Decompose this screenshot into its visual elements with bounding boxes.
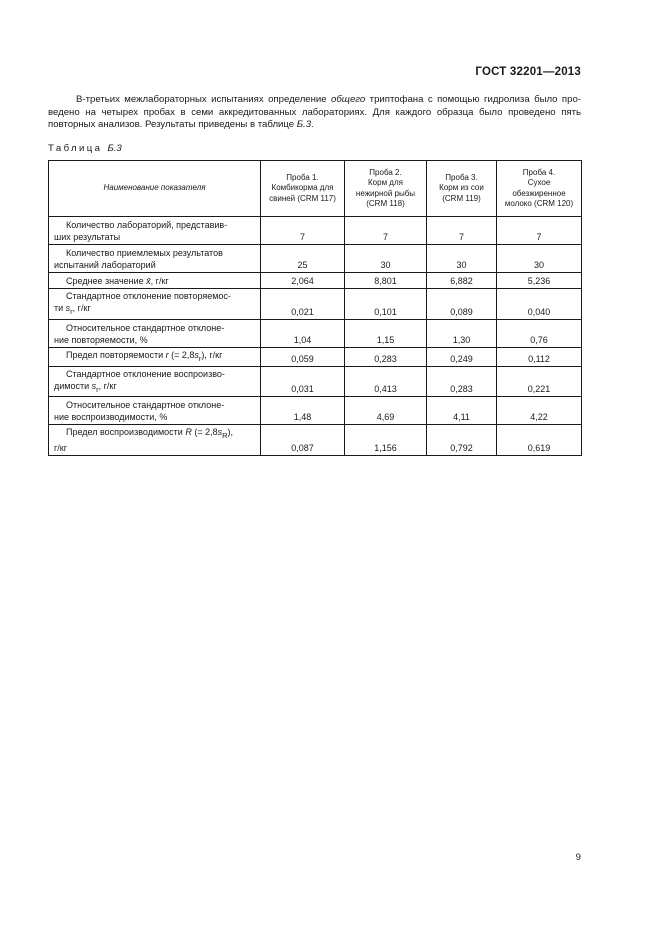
cell-value: 30 — [497, 245, 582, 273]
row-label-text: димости — [54, 380, 92, 391]
cell-value: 0,112 — [497, 347, 582, 366]
subscript-r: r — [96, 384, 99, 394]
row-label — [49, 273, 261, 289]
table-row — [49, 217, 582, 245]
row-label-text: (= 2,8 — [168, 349, 195, 360]
cell-value: 0,249 — [427, 347, 497, 366]
cell-value: 1,156 — [345, 425, 427, 456]
intro-italic-word: общего — [331, 94, 366, 105]
row-label-text: Предел воспроизводимости — [66, 427, 186, 438]
cell-value: 0,619 — [497, 425, 582, 456]
symbol-s: s — [217, 427, 223, 438]
header-line: Проба 2. — [369, 167, 402, 177]
table-row — [49, 366, 582, 397]
subscript-r: r — [198, 353, 202, 363]
symbol-R: R — [185, 427, 192, 438]
table-caption — [48, 143, 122, 154]
header-sample-4 — [497, 161, 582, 217]
cell-value: 0,283 — [345, 347, 427, 366]
subscript-R: R — [222, 431, 228, 441]
symbol-s: s — [91, 380, 97, 391]
page-number: 9 — [575, 852, 581, 863]
cell-value: 0,413 — [345, 366, 427, 397]
cell-value: 1,04 — [261, 319, 345, 347]
symbol-s: s — [65, 303, 71, 313]
row-label-text: ти — [54, 303, 66, 313]
header-sample-1 — [261, 161, 345, 217]
cell-value: 7 — [345, 217, 427, 245]
table-caption-id: Б.3 — [107, 143, 122, 154]
row-label-text: , г/кг — [150, 276, 169, 286]
row-label — [49, 289, 261, 320]
header-line: Проба 4. — [522, 167, 556, 177]
row-label-text: , г/кг — [72, 303, 91, 313]
row-label-line: Количество лабораторий, представив- — [66, 220, 228, 230]
cell-value: 4,69 — [345, 397, 427, 425]
cell-value: 7 — [261, 217, 345, 245]
header-line: (CRM 118) — [366, 199, 405, 208]
row-label-line: испытаний лабораторий — [54, 260, 156, 270]
header-line: нежирной рыбы — [355, 188, 416, 198]
row-label — [49, 425, 261, 456]
cell-value: 0,087 — [261, 425, 345, 456]
cell-value: 7 — [497, 217, 582, 245]
row-label-line: ших результаты — [54, 232, 121, 242]
symbol-s: s — [194, 349, 199, 360]
header-line: обезжиренное — [512, 188, 566, 198]
cell-value: 0,021 — [261, 289, 345, 320]
cell-value: 0,101 — [345, 289, 427, 320]
intro-paragraph — [48, 94, 581, 132]
row-label — [49, 347, 261, 366]
row-label-text: , г/кг — [98, 380, 117, 391]
table-row — [49, 273, 582, 289]
row-label — [49, 217, 261, 245]
row-label-line: Стандартное отклонение повторяемос- — [66, 291, 231, 301]
table-row — [49, 347, 582, 366]
cell-value: 0,031 — [261, 366, 345, 397]
cell-value: 4,11 — [427, 397, 497, 425]
header-line: Сухое — [527, 178, 551, 187]
cell-value: 1,48 — [261, 397, 345, 425]
mean-symbol: x̄ — [146, 276, 151, 286]
cell-value: 2,064 — [261, 273, 345, 289]
cell-value: 0,792 — [427, 425, 497, 456]
results-table — [48, 160, 582, 456]
row-label-line: Относительное стандартное отклоне- — [66, 322, 225, 333]
cell-value: 0,283 — [427, 366, 497, 397]
row-label — [49, 397, 261, 425]
row-label-line: ние воспроизводимости, % — [54, 412, 168, 423]
row-label-text: ), — [227, 427, 234, 438]
cell-value: 8,801 — [345, 273, 427, 289]
header-indicator-name: Наименование показателя — [49, 161, 261, 217]
cell-value: 1,15 — [345, 319, 427, 347]
intro-table-ref: Б.3 — [296, 119, 312, 131]
row-label-text: Среднее значение — [66, 276, 147, 286]
cell-value: 5,236 — [497, 273, 582, 289]
row-label-text: ), г/кг — [201, 349, 223, 360]
row-label — [49, 366, 261, 397]
header-line: Корм для — [368, 178, 403, 187]
header-line: Комбикорма для — [271, 183, 334, 193]
row-label-line: ние повторяемости, % — [54, 334, 148, 345]
row-label-line: Стандартное отклонение воспроизво- — [66, 368, 225, 379]
row-label-text: (= 2,8 — [191, 427, 218, 438]
header-line: Проба 1. — [286, 172, 319, 182]
table-header-row — [49, 161, 582, 217]
header-sample-3 — [427, 161, 497, 217]
row-label-line: г/кг — [54, 443, 68, 454]
cell-value: 30 — [427, 245, 497, 273]
header-line: Проба 3. — [445, 172, 478, 182]
cell-value: 4,22 — [497, 397, 582, 425]
cell-value: 1,30 — [427, 319, 497, 347]
symbol-r: r — [165, 349, 169, 360]
table-row — [49, 425, 582, 456]
table-row — [49, 397, 582, 425]
intro-text-3: . — [311, 119, 314, 131]
cell-value: 7 — [427, 217, 497, 245]
cell-value: 25 — [261, 245, 345, 273]
row-label — [49, 245, 261, 273]
table-caption-prefix: Таблица — [48, 143, 108, 154]
subscript-r: r — [70, 306, 73, 316]
header-line: (CRM 119) — [442, 193, 481, 203]
table-row — [49, 289, 582, 320]
cell-value: 0,221 — [497, 366, 582, 397]
table-row — [49, 245, 582, 273]
header-line: Корм из сои — [439, 183, 484, 193]
row-label-line: Количество приемлемых результатов — [66, 248, 223, 258]
row-label-line: Относительное стандартное отклоне- — [66, 400, 225, 411]
standard-number: ГОСТ 32201—2013 — [475, 66, 581, 78]
header-line: молоко (CRM 120) — [504, 199, 574, 208]
table-row — [49, 319, 582, 347]
header-sample-2 — [345, 161, 427, 217]
header-line: свиней (CRM 117) — [269, 193, 336, 203]
cell-value: 0,76 — [497, 319, 582, 347]
cell-value: 6,882 — [427, 273, 497, 289]
row-label-text: Предел повторяемости — [66, 349, 166, 360]
intro-text-2: триптофана с помощью гидролиза было про-ведено на четырех пробах в семи аккредитованных лабораториях. Для каждого образца было проведено пять повторных анализов. Результаты приведены в таблице — [48, 94, 581, 131]
cell-value: 30 — [345, 245, 427, 273]
row-label — [49, 319, 261, 347]
cell-value: 0,059 — [261, 347, 345, 366]
intro-text-1: В-третьих межлабораторных испытаниях определение — [76, 94, 332, 105]
cell-value: 0,040 — [497, 289, 582, 320]
cell-value: 0,089 — [427, 289, 497, 320]
